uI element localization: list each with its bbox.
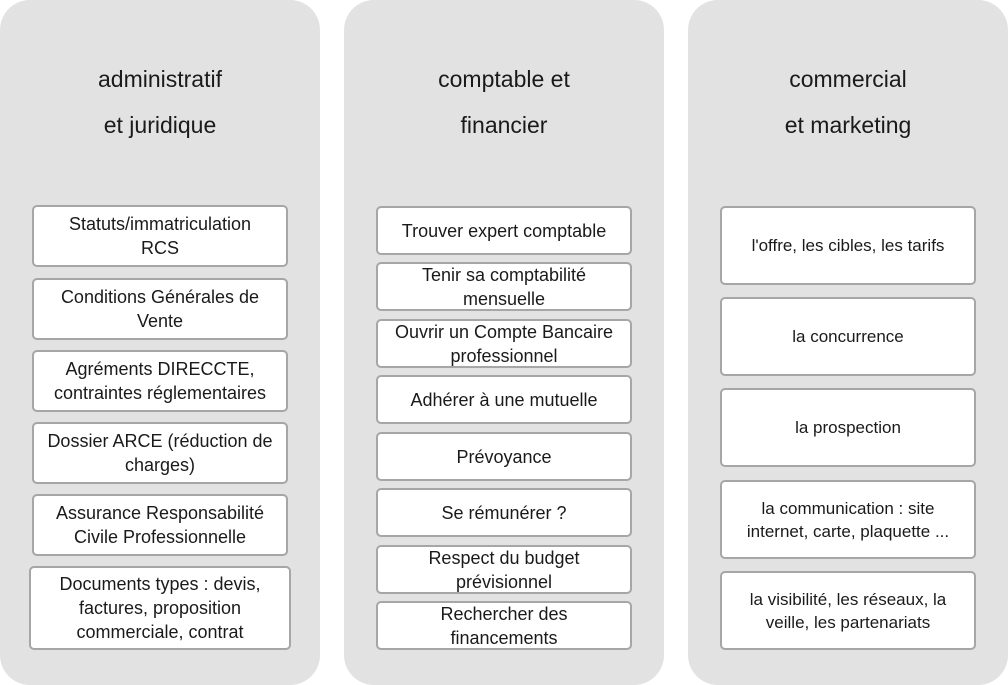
task-box-compte-bancaire <box>376 319 632 368</box>
column-title <box>344 56 664 148</box>
task-text: professionnel <box>450 345 558 366</box>
task-text: internet, carte, plaquette ... <box>746 521 950 541</box>
task-box-visibilite <box>720 571 976 650</box>
task-text: Agréments DIRECCTE, <box>65 359 255 379</box>
task-text: Respect du budget <box>428 547 580 568</box>
task-box-agrements <box>32 350 288 412</box>
task-box-cgv <box>32 278 288 340</box>
task-text: Vente <box>136 311 184 331</box>
task-text: Rechercher des <box>440 603 568 624</box>
column-title-line: et marketing <box>784 112 912 138</box>
task-text: Documents types : devis, <box>59 574 261 594</box>
task-text: contraintes réglementaires <box>53 383 267 403</box>
column-title-line: administratif <box>98 66 222 92</box>
task-text: Trouver expert comptable <box>401 220 607 241</box>
task-box-assurance <box>32 494 288 556</box>
column-title <box>0 56 320 148</box>
task-text: la concurrence <box>792 327 904 346</box>
task-text: Tenir sa comptabilité <box>421 264 587 285</box>
task-text: Statuts/immatriculation <box>68 214 252 234</box>
task-text: commerciale, contrat <box>76 622 244 642</box>
task-box-communication <box>720 480 976 559</box>
task-box-statuts <box>32 205 288 267</box>
task-box-comptabilite <box>376 262 632 311</box>
column-title <box>688 56 1008 148</box>
task-text: mensuelle <box>462 288 546 309</box>
task-text: veille, les partenariats <box>765 612 931 632</box>
task-box-concurrence <box>720 297 976 376</box>
task-box-expert-comptable <box>376 206 632 255</box>
task-text: Adhérer à une mutuelle <box>410 389 598 410</box>
column-title-line: financier <box>460 112 548 138</box>
task-box-documents <box>29 566 291 650</box>
task-text: la visibilité, les réseaux, la <box>749 589 947 609</box>
task-box-budget <box>376 545 632 594</box>
task-box-remunerer <box>376 488 632 537</box>
column-title-line: comptable et <box>438 66 570 92</box>
task-text: l'offre, les cibles, les tarifs <box>751 236 945 255</box>
task-box-arce <box>32 422 288 484</box>
column-title-line: et juridique <box>103 112 217 138</box>
column-title-line: commercial <box>789 66 907 92</box>
task-box-mutuelle <box>376 375 632 424</box>
task-text: prévisionnel <box>455 571 553 592</box>
task-text: la communication : site <box>761 498 935 518</box>
task-text: Prévoyance <box>456 446 552 467</box>
task-text: Civile Professionnelle <box>73 527 247 547</box>
task-text: Ouvrir un Compte Bancaire <box>394 321 614 342</box>
column-administratif-juridique <box>0 0 320 685</box>
task-text: Se rémunérer ? <box>441 502 567 523</box>
task-box-prospection <box>720 388 976 467</box>
task-text: Assurance Responsabilité <box>55 503 265 523</box>
task-text: Conditions Générales de <box>60 287 260 307</box>
task-text: charges) <box>124 455 195 475</box>
task-text: financements <box>450 627 558 648</box>
task-text: factures, proposition <box>78 598 242 618</box>
task-box-offre <box>720 206 976 285</box>
task-text: la prospection <box>795 418 901 437</box>
task-box-financements <box>376 601 632 650</box>
task-text: Dossier ARCE (réduction de <box>47 431 273 451</box>
column-commercial-marketing <box>688 0 1008 685</box>
column-comptable-financier <box>344 0 664 685</box>
task-box-prevoyance <box>376 432 632 481</box>
task-text: RCS <box>140 238 179 258</box>
